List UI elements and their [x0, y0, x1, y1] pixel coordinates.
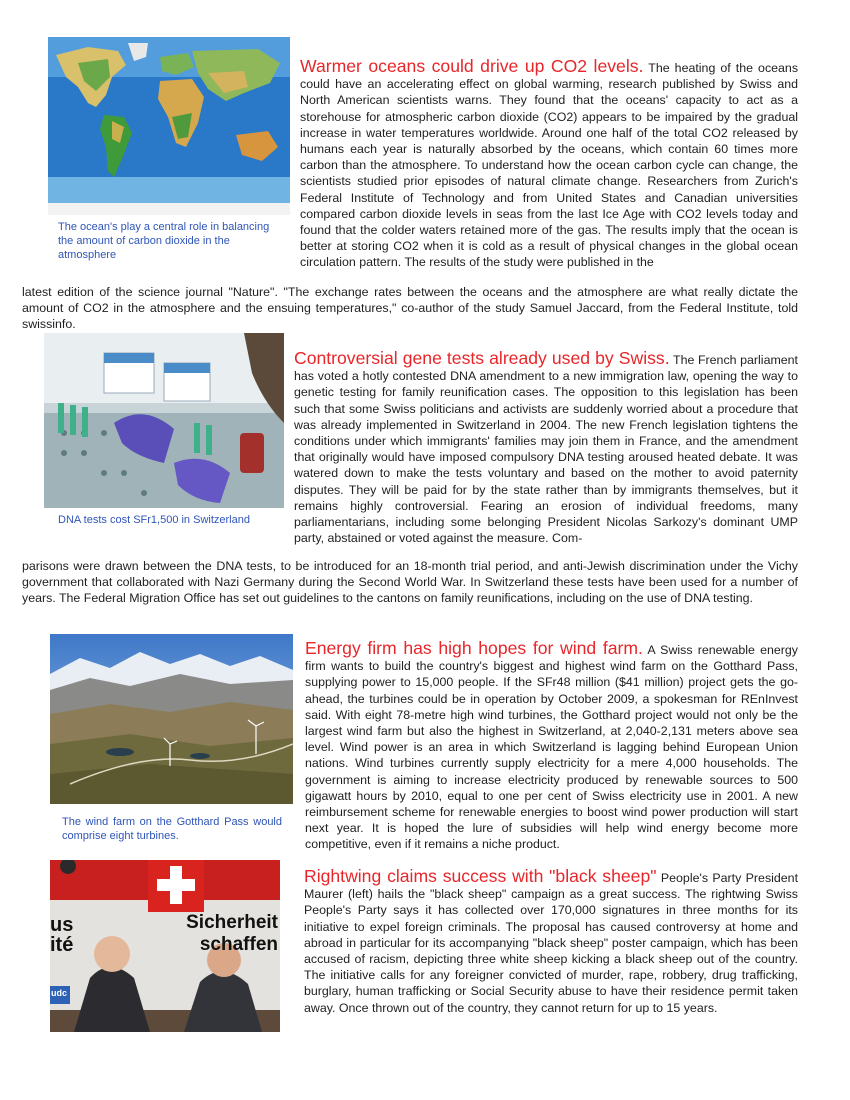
headline-wind-farm: Energy firm has high hopes for wind farm. [305, 638, 643, 658]
article-black-sheep [304, 866, 798, 1016]
article-gene-tests-continuation: parisons were drawn between the DNA tests, to be introduced for an 18-month trial period, and anti-Jewish discrimination under the Vichy government that collaborated with Nazi Germany during the Second World War. In Switzerland these tests have been used for a number of years. The Federal Migration Office has set out guidelines to the cantons on family reunifications, including on the use of DNA testing. [22, 559, 798, 606]
article-ocean-co2 [300, 56, 798, 271]
poster-logo: udc [51, 988, 68, 998]
article-wind-farm [305, 638, 798, 853]
headline-ocean-co2: Warmer oceans could drive up CO2 levels. [300, 56, 644, 76]
article-ocean-co2-continuation: latest edition of the science journal "Nature". "The exchange rates between the oceans and the atmosphere are what really dictate the amount of CO2 in the atmosphere and the ensuing temperatures," co-author of the study Samuel Jaccard, from the Federal Institute, told swissinfo. [22, 285, 798, 332]
wind-farm-photo [50, 634, 293, 804]
ocean-world-map-photo [48, 37, 290, 215]
press-conference-photo [50, 860, 280, 1032]
wind-photo-caption: The wind farm on the Gotthard Pass would comprise eight turbines. [62, 816, 282, 842]
article-wind-farm-lead: A Swiss renewable energy firm wants to build the country's biggest and highest wind farm on the Gotthard Pass, supplying power to 15,000 people. If the SFr48 million ($41 million) project gets the go-ahead, the turbines could be in operation by October 2009, a spokesman for REnInvest said. With eight 78-metre high wind turbines, the Gotthard project would not only be the largest wind farm but also the highest in Switzerland, at 2,040-2,131 meters above sea level. Wind power is an area in which Switzerland is lagging behind European Union nations. Wind turbines currently supply electricity for a mere 4,000 households. The government is aiming to increase electricity produced by renewable sources to 500 gigawatt hours by 2010, equal to one per cent of Swiss electricity use in 2001. A new reimbursement scheme for renewable energies to boost wind power production will start next year. It is hoped the lure of subsidies will help wind energy become more competitive, even if it remains a niche product. [305, 643, 798, 852]
poster-slogan: Sicherheit schaffen [186, 912, 278, 955]
mountain-landscape-icon [50, 634, 293, 804]
article-gene-tests [294, 348, 798, 546]
headline-black-sheep: Rightwing claims success with "black sheep" [304, 866, 657, 886]
article-gene-tests-lead: The French parliament has voted a hotly contested DNA amendment to a new immigration law, opening the way to genetic testing for family reunification cases. The opposition to this legislation has been such that some Swiss politicians and activists are suddenly worried about a procedure that was already implemented in Switzerland in 2004. The new French legislation tightens the conditions under which immigrants' families may join them in France, and the amendment that originally would have imposed compulsory DNA testing aroused heated debate. It was watered down to make the tests voluntary and based on the mother to avoid paternity disputes. They will be paid for by the state rather than by immigrants themselves, but it remains highly controversial. Fearing an erosion of individual freedoms, many parliamentarians, including some belonging President Nicolas Sarkozy's dominant UMP party, abstained or voted against the measure. Com- [294, 353, 799, 546]
dna-photo-caption: DNA tests cost SFr1,500 in Switzerland [58, 514, 250, 526]
ocean-photo-caption: The ocean's play a central role in balancing the amount of carbon dioxide in the atmosphere [58, 221, 270, 261]
dna-lab-photo [44, 333, 284, 508]
headline-gene-tests: Controversial gene tests already used by Swiss. [294, 348, 670, 368]
article-black-sheep-lead: People's Party President Maurer (left) hails the "black sheep" campaign as a great success. The rightwing Swiss People's Party says it has collected over 170,000 signatures in three months for its initiative to expel foreign criminals. The proposal has caused controversy at home and abroad in particular for its accompanying "black sheep" poster campaign, which has been accused of racism, depicting three white sheep kicking a black sheep out of the country. The initiative calls for any foreigner convicted of murder, rape, robbery, drug trafficking, burglary, human trafficking or Social Security abuse to have their residence permit taken away. Once thrown out of the country, they cannot return for up to 15 years. [304, 871, 799, 1015]
poster-side-text: us ité [50, 914, 74, 956]
article-ocean-co2-lead: The heating of the oceans could have an accelerating effect on global warming, research published by Swiss and North American scientists warns. They found that the oceans' capacity to act as a storehouse for atmospheric carbon dioxide (CO2) appears to be impaired by the gradual increase in water temperatures worldwide. Around one half of the total CO2 released by humans each year is naturally absorbed by the oceans, which contain 60 times more carbon than the atmosphere. To understand how the ocean carbon cycle can change, the scientists studied prior episodes of natural climate change. Researchers from Zurich's Federal Institute of Technology and from United States and Canadian universities compared carbon dioxide levels in seas from the last Ice Age with CO2 levels today and found that the colder waters retained more of the gas. The results imply that the ocean is better at storing CO2 when it is cold as a result of physical changes in the global ocean circulation pattern. The results of the study were published in the [300, 61, 799, 270]
lab-test-icon [44, 333, 284, 508]
world-map-icon [48, 37, 290, 215]
